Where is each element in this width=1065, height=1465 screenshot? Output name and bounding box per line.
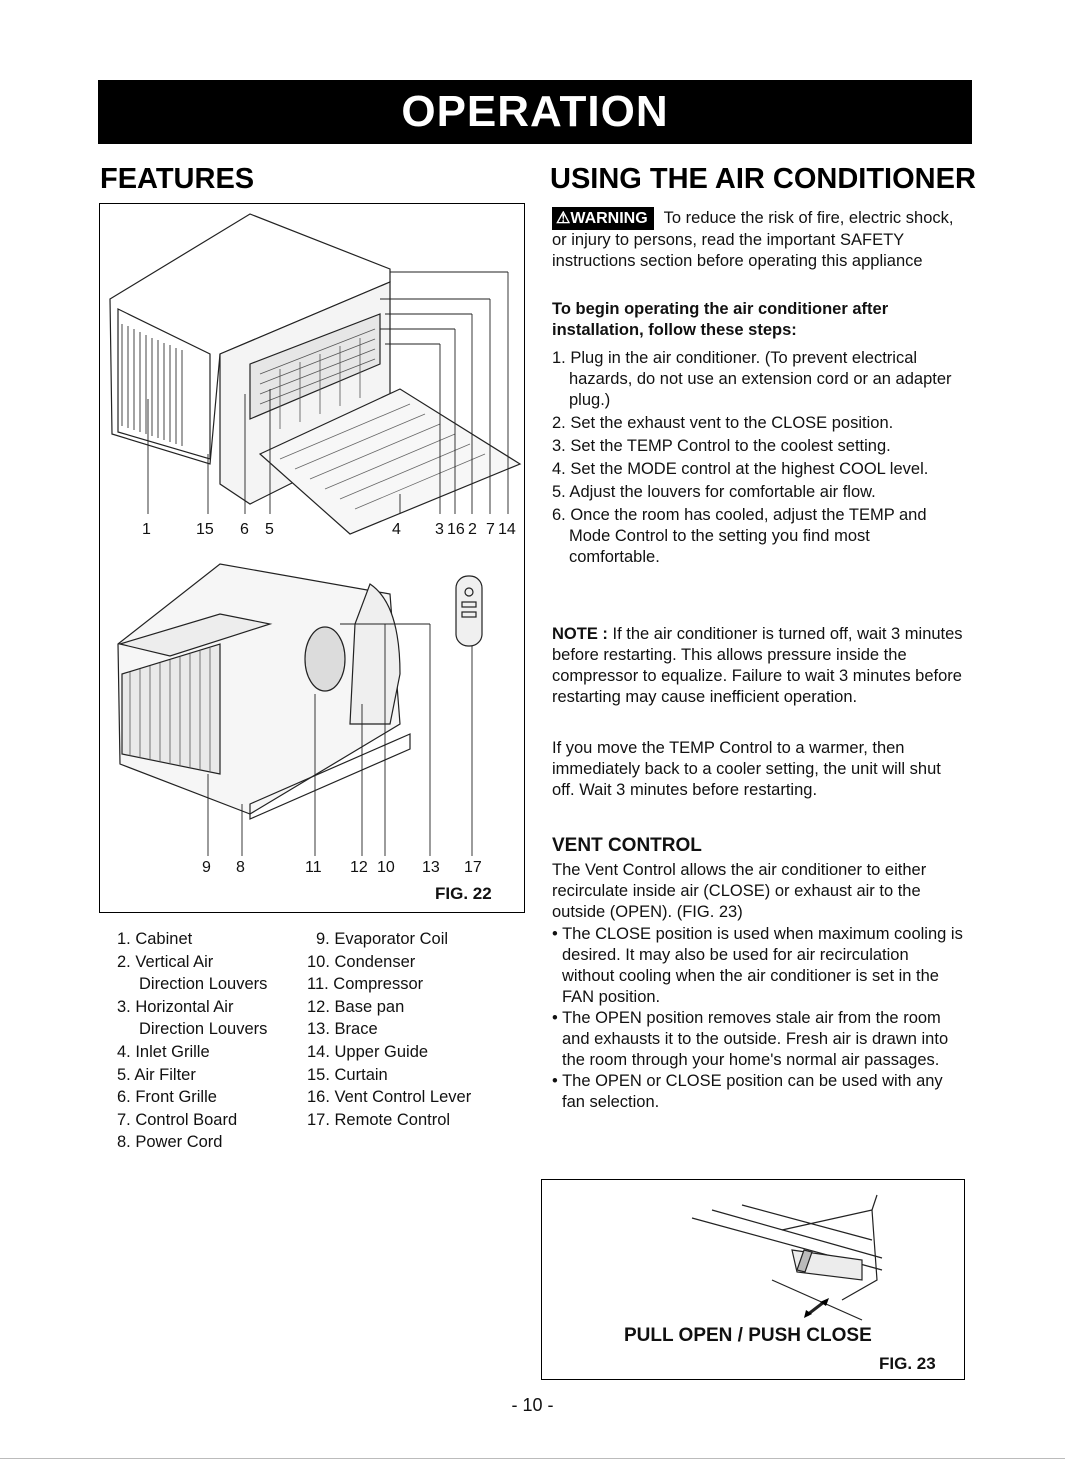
callout-label: 3 bbox=[435, 521, 444, 538]
callout-label: 17 bbox=[464, 859, 482, 876]
callout-label: 4 bbox=[392, 521, 401, 538]
warning-icon: ⚠ bbox=[556, 210, 571, 227]
list-item: Direction Louvers bbox=[139, 975, 268, 994]
figure-23 bbox=[541, 1179, 965, 1380]
steps-list bbox=[552, 346, 964, 570]
operation-banner bbox=[98, 80, 972, 144]
temp-note: If you move the TEMP Control to a warmer, then immediately back to a cooler setting, the unit will shut off. Wait 3 minutes before restarting. bbox=[552, 739, 941, 799]
figure-caption: FIG. 22 bbox=[435, 884, 492, 903]
using-heading: USING THE AIR CONDITIONER bbox=[550, 163, 976, 195]
warning-text: To reduce the risk of fire, electric shock, or injury to persons, read the important SAFETY instructions section before operating this appliance bbox=[552, 209, 954, 270]
callout-label: 2 bbox=[468, 521, 477, 538]
parts-list-left bbox=[117, 928, 267, 1154]
vent-bullets bbox=[552, 924, 964, 1113]
list-item: 5. Adjust the louvers for comfortable air flow. bbox=[552, 483, 876, 501]
note-text: If the air conditioner is turned off, wait 3 minutes before restarting. This allows pressure inside the compressor to equalize. Failure to wait 3 minutes before restarting may cause inefficient operation. bbox=[552, 625, 963, 706]
list-item: 15. Curtain bbox=[307, 1065, 388, 1084]
list-item: 4. Set the MODE control at the highest COOL level. bbox=[552, 460, 929, 478]
list-item: 2. Vertical Air bbox=[117, 952, 214, 971]
callout-label: 13 bbox=[422, 859, 440, 876]
parts-list-right bbox=[307, 928, 471, 1131]
list-item: 5. Air Filter bbox=[117, 1065, 196, 1084]
warning-paragraph bbox=[552, 207, 964, 272]
vent-intro: The Vent Control allows the air conditioner to either recirculate inside air (CLOSE) or exhaust air to the outside (OPEN). (FIG. 23) bbox=[552, 861, 927, 921]
list-item: 9. Evaporator Coil bbox=[316, 930, 449, 948]
list-item: Direction Louvers bbox=[139, 1020, 268, 1039]
list-item: 6. Front Grille bbox=[117, 1088, 217, 1107]
note-label: NOTE : bbox=[552, 625, 608, 643]
list-item: 6. Once the room has cooled, adjust the TEMP and Mode Control to the setting you find most comfortable. bbox=[552, 506, 927, 566]
figure-22 bbox=[99, 203, 525, 913]
page-bottom-rule bbox=[0, 1458, 1065, 1459]
list-item: 16. Vent Control Lever bbox=[307, 1088, 472, 1107]
callout-label: 1 bbox=[142, 521, 151, 538]
list-item: 7. Control Board bbox=[117, 1110, 238, 1129]
features-heading: FEATURES bbox=[100, 163, 255, 195]
callout-label: 16 bbox=[447, 521, 465, 538]
callout-label: 10 bbox=[377, 859, 395, 876]
list-item: 10. Condenser bbox=[307, 952, 416, 971]
vent-lever-illustration bbox=[542, 1180, 964, 1379]
figure-caption: FIG. 23 bbox=[879, 1354, 936, 1373]
callout-label: 5 bbox=[265, 521, 274, 538]
list-item: 1. Plug in the air conditioner. (To prevent electrical hazards, do not use an extension cord or an adapter plug.) bbox=[552, 349, 952, 409]
callout-label: 11 bbox=[305, 859, 322, 876]
callout-label: 8 bbox=[236, 859, 245, 876]
list-item: 1. Cabinet bbox=[117, 930, 193, 948]
list-item: • The CLOSE position is used when maximum cooling is desired. It may also be used for air recirculation without cooling when the air conditioner is set in the FAN position. bbox=[552, 925, 963, 1006]
callout-label: 7 bbox=[486, 521, 495, 538]
callout-label: 6 bbox=[240, 521, 249, 538]
list-item: 3. Horizontal Air bbox=[117, 997, 234, 1016]
list-item: 8. Power Cord bbox=[117, 1133, 223, 1152]
steps-intro: To begin operating the air conditioner after installation, follow these steps: bbox=[552, 300, 889, 339]
list-item: 14. Upper Guide bbox=[307, 1042, 429, 1061]
vent-heading: VENT CONTROL bbox=[552, 835, 702, 856]
callout-label: 14 bbox=[498, 521, 516, 538]
list-item: • The OPEN position removes stale air from the room and exhausts it to the outside. Fresh air is drawn into the room through your home's normal air passages. bbox=[552, 1009, 949, 1069]
air-conditioner-illustration bbox=[100, 204, 524, 912]
list-item: 11. Compressor bbox=[307, 975, 424, 994]
list-item: 4. Inlet Grille bbox=[117, 1042, 210, 1061]
fig23-label: PULL OPEN / PUSH CLOSE bbox=[624, 1325, 872, 1346]
page-number: - 10 - bbox=[511, 1395, 554, 1415]
list-item: 3. Set the TEMP Control to the coolest setting. bbox=[552, 437, 891, 455]
list-item: 2. Set the exhaust vent to the CLOSE position. bbox=[552, 414, 894, 432]
list-item: 13. Brace bbox=[307, 1020, 378, 1039]
list-item: 17. Remote Control bbox=[307, 1110, 451, 1129]
warning-label: WARNING bbox=[570, 210, 648, 227]
callout-label: 15 bbox=[196, 521, 214, 538]
banner-title: OPERATION bbox=[401, 87, 669, 136]
callout-label: 9 bbox=[202, 859, 211, 876]
callout-label: 12 bbox=[350, 859, 368, 876]
warning-badge bbox=[552, 207, 654, 230]
list-item: 12. Base pan bbox=[307, 997, 405, 1016]
note-paragraph bbox=[552, 624, 964, 708]
list-item: • The OPEN or CLOSE position can be used with any fan selection. bbox=[552, 1072, 943, 1111]
